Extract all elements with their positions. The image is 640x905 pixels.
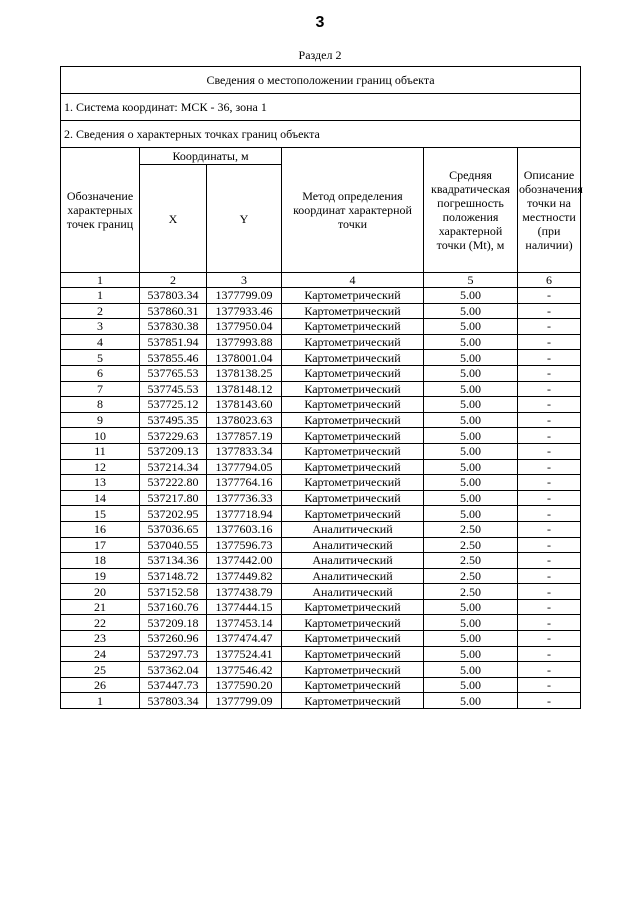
coordinate-system: 1. Система координат: МСК - 36, зона 1	[61, 94, 581, 121]
col-method-header: Метод определения координат характерной точки	[282, 148, 424, 273]
table-row	[61, 443, 581, 459]
y-coordinate-cell: 1377799.09	[207, 288, 282, 304]
x-coordinate-cell: 537803.34	[140, 693, 207, 709]
point-id-cell: 9	[61, 412, 140, 428]
point-id-cell: 3	[61, 319, 140, 335]
description-cell: -	[518, 334, 581, 350]
error-cell: 5.00	[424, 459, 518, 475]
y-coordinate-cell: 1377603.16	[207, 521, 282, 537]
error-cell: 5.00	[424, 443, 518, 459]
method-cell: Аналитический	[282, 553, 424, 569]
method-cell: Картометрический	[282, 397, 424, 413]
y-coordinate-cell: 1378001.04	[207, 350, 282, 366]
description-cell: -	[518, 568, 581, 584]
method-cell: Картометрический	[282, 303, 424, 319]
error-cell: 5.00	[424, 350, 518, 366]
x-coordinate-cell: 537855.46	[140, 350, 207, 366]
table-row	[61, 662, 581, 678]
description-cell: -	[518, 365, 581, 381]
point-id-cell: 7	[61, 381, 140, 397]
description-cell: -	[518, 646, 581, 662]
y-coordinate-cell: 1377438.79	[207, 584, 282, 600]
table-row	[61, 288, 581, 304]
table-row	[61, 568, 581, 584]
point-id-cell: 2	[61, 303, 140, 319]
method-cell: Аналитический	[282, 521, 424, 537]
description-cell: -	[518, 350, 581, 366]
y-coordinate-cell: 1377993.88	[207, 334, 282, 350]
point-id-cell: 12	[61, 459, 140, 475]
point-id-cell: 13	[61, 475, 140, 491]
x-coordinate-cell: 537803.34	[140, 288, 207, 304]
description-cell: -	[518, 615, 581, 631]
point-id-cell: 23	[61, 631, 140, 647]
error-cell: 5.00	[424, 631, 518, 647]
description-cell: -	[518, 319, 581, 335]
method-cell: Картометрический	[282, 319, 424, 335]
x-coordinate-cell: 537830.38	[140, 319, 207, 335]
description-cell: -	[518, 553, 581, 569]
description-cell: -	[518, 693, 581, 709]
x-coordinate-cell: 537152.58	[140, 584, 207, 600]
boundary-points-table	[60, 66, 581, 709]
method-cell: Картометрический	[282, 459, 424, 475]
error-cell: 2.50	[424, 568, 518, 584]
x-coordinate-cell: 537447.73	[140, 677, 207, 693]
method-cell: Картометрический	[282, 443, 424, 459]
error-cell: 2.50	[424, 521, 518, 537]
y-coordinate-cell: 1377764.16	[207, 475, 282, 491]
point-id-cell: 6	[61, 365, 140, 381]
method-cell: Картометрический	[282, 365, 424, 381]
x-coordinate-cell: 537160.76	[140, 599, 207, 615]
error-cell: 5.00	[424, 412, 518, 428]
x-coordinate-cell: 537134.36	[140, 553, 207, 569]
y-coordinate-cell: 1378023.63	[207, 412, 282, 428]
table-row	[61, 693, 581, 709]
table-row	[61, 506, 581, 522]
x-coordinate-cell: 537260.96	[140, 631, 207, 647]
x-coordinate-cell: 537214.34	[140, 459, 207, 475]
point-id-cell: 16	[61, 521, 140, 537]
x-coordinate-cell: 537217.80	[140, 490, 207, 506]
x-coordinate-cell: 537229.63	[140, 428, 207, 444]
column-number: 4	[282, 273, 424, 288]
table-row	[61, 397, 581, 413]
method-cell: Картометрический	[282, 599, 424, 615]
point-id-cell: 24	[61, 646, 140, 662]
point-id-cell: 10	[61, 428, 140, 444]
description-cell: -	[518, 490, 581, 506]
error-cell: 5.00	[424, 381, 518, 397]
point-id-cell: 21	[61, 599, 140, 615]
table-row	[61, 459, 581, 475]
y-coordinate-cell: 1377546.42	[207, 662, 282, 678]
column-number: 5	[424, 273, 518, 288]
method-cell: Картометрический	[282, 506, 424, 522]
col-error-header: Средняя квадратическая погрешность положения характерной точки (Mt), м	[424, 148, 518, 273]
y-coordinate-cell: 1377933.46	[207, 303, 282, 319]
description-cell: -	[518, 662, 581, 678]
description-cell: -	[518, 599, 581, 615]
table-row	[61, 428, 581, 444]
x-coordinate-cell: 537745.53	[140, 381, 207, 397]
points-header: 2. Сведения о характерных точках границ объекта	[61, 121, 581, 148]
method-cell: Картометрический	[282, 615, 424, 631]
point-id-cell: 22	[61, 615, 140, 631]
y-coordinate-cell: 1377736.33	[207, 490, 282, 506]
method-cell: Картометрический	[282, 288, 424, 304]
table-row	[61, 475, 581, 491]
error-cell: 2.50	[424, 584, 518, 600]
method-cell: Аналитический	[282, 537, 424, 553]
table-row	[61, 365, 581, 381]
description-cell: -	[518, 631, 581, 647]
table-row	[61, 381, 581, 397]
method-cell: Картометрический	[282, 475, 424, 491]
description-cell: -	[518, 677, 581, 693]
table-row	[61, 490, 581, 506]
description-cell: -	[518, 381, 581, 397]
table-row	[61, 412, 581, 428]
method-cell: Картометрический	[282, 646, 424, 662]
x-coordinate-cell: 537036.65	[140, 521, 207, 537]
col-x-header: X	[140, 165, 207, 273]
y-coordinate-cell: 1377950.04	[207, 319, 282, 335]
description-cell: -	[518, 459, 581, 475]
y-coordinate-cell: 1377718.94	[207, 506, 282, 522]
table-row	[61, 631, 581, 647]
description-cell: -	[518, 506, 581, 522]
description-cell: -	[518, 521, 581, 537]
error-cell: 5.00	[424, 662, 518, 678]
col-coords-header: Координаты, м	[140, 148, 282, 165]
y-coordinate-cell: 1377449.82	[207, 568, 282, 584]
error-cell: 5.00	[424, 319, 518, 335]
method-cell: Картометрический	[282, 677, 424, 693]
method-cell: Картометрический	[282, 334, 424, 350]
method-cell: Картометрический	[282, 381, 424, 397]
point-id-cell: 1	[61, 693, 140, 709]
x-coordinate-cell: 537148.72	[140, 568, 207, 584]
error-cell: 5.00	[424, 334, 518, 350]
method-cell: Картометрический	[282, 412, 424, 428]
y-coordinate-cell: 1377833.34	[207, 443, 282, 459]
y-coordinate-cell: 1377794.05	[207, 459, 282, 475]
error-cell: 5.00	[424, 397, 518, 413]
point-id-cell: 18	[61, 553, 140, 569]
method-cell: Картометрический	[282, 631, 424, 647]
point-id-cell: 1	[61, 288, 140, 304]
description-cell: -	[518, 428, 581, 444]
error-cell: 5.00	[424, 506, 518, 522]
x-coordinate-cell: 537765.53	[140, 365, 207, 381]
table-row	[61, 615, 581, 631]
table-row	[61, 677, 581, 693]
column-numbers-row	[61, 273, 581, 288]
point-id-cell: 19	[61, 568, 140, 584]
col-description-header: Описание обозначения точки на местности (при наличии)	[518, 148, 581, 273]
table-row	[61, 584, 581, 600]
method-cell: Аналитический	[282, 584, 424, 600]
y-coordinate-cell: 1378143.60	[207, 397, 282, 413]
y-coordinate-cell: 1377590.20	[207, 677, 282, 693]
x-coordinate-cell: 537860.31	[140, 303, 207, 319]
point-id-cell: 20	[61, 584, 140, 600]
table-row	[61, 319, 581, 335]
table-row	[61, 646, 581, 662]
point-id-cell: 5	[61, 350, 140, 366]
col-y-header: Y	[207, 165, 282, 273]
column-number: 1	[61, 273, 140, 288]
y-coordinate-cell: 1377444.15	[207, 599, 282, 615]
x-coordinate-cell: 537362.04	[140, 662, 207, 678]
x-coordinate-cell: 537202.95	[140, 506, 207, 522]
description-cell: -	[518, 443, 581, 459]
table-row	[61, 521, 581, 537]
point-id-cell: 15	[61, 506, 140, 522]
point-id-cell: 8	[61, 397, 140, 413]
description-cell: -	[518, 475, 581, 491]
method-cell: Аналитический	[282, 568, 424, 584]
table-row	[61, 599, 581, 615]
col-point-header: Обозначение характерных точек границ	[61, 148, 140, 273]
page-number: 3	[315, 14, 325, 31]
error-cell: 5.00	[424, 428, 518, 444]
description-cell: -	[518, 412, 581, 428]
y-coordinate-cell: 1377524.41	[207, 646, 282, 662]
column-number: 2	[140, 273, 207, 288]
table-row	[61, 553, 581, 569]
error-cell: 5.00	[424, 365, 518, 381]
column-number: 6	[518, 273, 581, 288]
section-title: Раздел 2	[298, 48, 342, 62]
table-title: Сведения о местоположении границ объекта	[61, 67, 581, 94]
x-coordinate-cell: 537209.18	[140, 615, 207, 631]
y-coordinate-cell: 1377799.09	[207, 693, 282, 709]
y-coordinate-cell: 1377474.47	[207, 631, 282, 647]
error-cell: 5.00	[424, 288, 518, 304]
error-cell: 5.00	[424, 677, 518, 693]
x-coordinate-cell: 537222.80	[140, 475, 207, 491]
error-cell: 2.50	[424, 553, 518, 569]
point-id-cell: 4	[61, 334, 140, 350]
point-id-cell: 11	[61, 443, 140, 459]
point-id-cell: 14	[61, 490, 140, 506]
point-id-cell: 25	[61, 662, 140, 678]
error-cell: 5.00	[424, 693, 518, 709]
y-coordinate-cell: 1377857.19	[207, 428, 282, 444]
x-coordinate-cell: 537297.73	[140, 646, 207, 662]
error-cell: 5.00	[424, 303, 518, 319]
y-coordinate-cell: 1377453.14	[207, 615, 282, 631]
description-cell: -	[518, 537, 581, 553]
point-id-cell: 17	[61, 537, 140, 553]
y-coordinate-cell: 1378138.25	[207, 365, 282, 381]
table-row	[61, 537, 581, 553]
error-cell: 5.00	[424, 615, 518, 631]
description-cell: -	[518, 397, 581, 413]
y-coordinate-cell: 1377596.73	[207, 537, 282, 553]
error-cell: 5.00	[424, 475, 518, 491]
table-row	[61, 334, 581, 350]
method-cell: Картометрический	[282, 428, 424, 444]
x-coordinate-cell: 537725.12	[140, 397, 207, 413]
y-coordinate-cell: 1378148.12	[207, 381, 282, 397]
x-coordinate-cell: 537209.13	[140, 443, 207, 459]
description-cell: -	[518, 288, 581, 304]
error-cell: 5.00	[424, 490, 518, 506]
x-coordinate-cell: 537851.94	[140, 334, 207, 350]
method-cell: Картометрический	[282, 350, 424, 366]
x-coordinate-cell: 537495.35	[140, 412, 207, 428]
table-row	[61, 350, 581, 366]
method-cell: Картометрический	[282, 490, 424, 506]
error-cell: 5.00	[424, 599, 518, 615]
description-cell: -	[518, 303, 581, 319]
error-cell: 5.00	[424, 646, 518, 662]
method-cell: Картометрический	[282, 693, 424, 709]
description-cell: -	[518, 584, 581, 600]
table-row	[61, 303, 581, 319]
error-cell: 2.50	[424, 537, 518, 553]
y-coordinate-cell: 1377442.00	[207, 553, 282, 569]
point-id-cell: 26	[61, 677, 140, 693]
method-cell: Картометрический	[282, 662, 424, 678]
x-coordinate-cell: 537040.55	[140, 537, 207, 553]
column-number: 3	[207, 273, 282, 288]
